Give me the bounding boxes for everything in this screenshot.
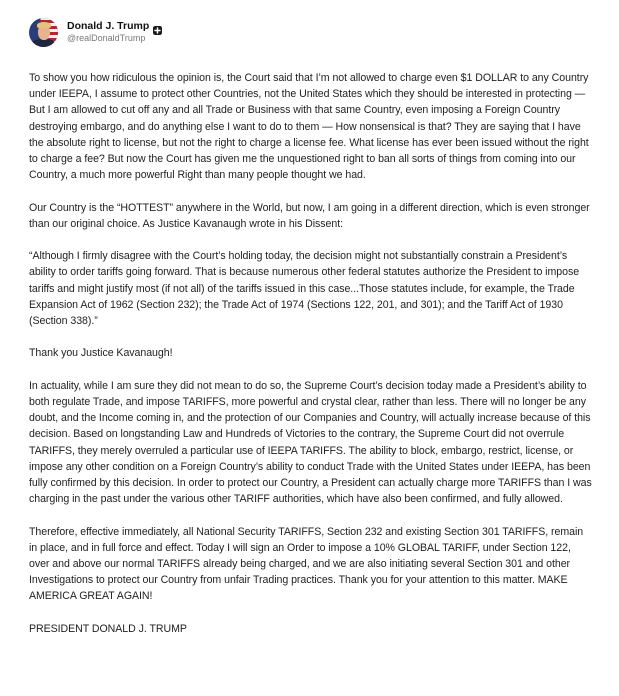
avatar-suit (32, 39, 55, 47)
post-signature: PRESIDENT DONALD J. TRUMP (29, 622, 187, 635)
post-paragraph: Our Country is the “HOTTEST” anywhere in the World, but now, I am going in a different direction, which is even stronger than our original choice. As Justice Kavanaugh wrote in his Dissent: (29, 201, 590, 230)
avatar[interactable] (29, 18, 58, 47)
post-paragraph: To show you how ridiculous the opinion is, the Court said that I’m not allowed to charge even $1 DOLLAR to any Country under IEEPA, I assume to protect other Countries, not the United States which they should be interested in protecting — But I am allowed to cut off any and all Trade or Business with that same Country, even imposing a Foreign Country destroying embargo, and do anything else I want to do to them — How nonsensical is that? They are saying that I have the absolute right to license, but not the right to charge a license fee. What license has ever been issued without the right to charge a fee? But now the Court has given me the unquestioned right to ban all sorts of things from coming into our Country, a much more powerful Right than many people thought we had. (29, 72, 589, 182)
post-paragraph: In actuality, while I am sure they did not mean to do so, the Supreme Court’s decision today made a President’s ability to both regulate Trade, and impose TARIFFS, more powerful and crystal clear, rather than less. There will no longer be any doubt, and the Income coming in, and the protection of our Companies and Country, will actually increase because of this decision. Based on longstanding Law and Hundreds of Victories to the contrary, the Supreme Court did not overrule TARIFFS, they merely overruled a particular use of IEEPA TARIFFS. The ability to block, embargo, restrict, license, or impose any other condition on a Foreign Country’s ability to conduct Trade with the United States under IEEPA, has been fully confirmed by this decision. In order to protect our Country, a President can actually charge more TARIFFS than I was charging in the past under the various other TARIFF authorities, which have also been confirmed, and fully allowed. (29, 379, 592, 506)
post-paragraph-quote: “Although I firmly disagree with the Court’s holding today, the decision might not substantially constrain a President’s ability to order tariffs going forward. That is because numerous other federal statutes authorize the President to impose tariffs and might justify most (if not all) of the tariffs issued in this case...Those statutes include, for example, the Trade Expansion Act of 1962 (Section 232); the Trade Act of 1974 (Sections 122, 201, and 301); and the Tariff Act of 1930 (Section 338).” (29, 250, 580, 328)
author-handle[interactable]: @realDonaldTrump (67, 33, 146, 44)
author-display-name[interactable]: Donald J. Trump (67, 20, 150, 33)
verified-badge-icon (153, 22, 162, 31)
post-paragraph: Therefore, effective immediately, all National Security TARIFFS, Section 232 and existing Section 301 TARIFFS, remain in place, and in full force and effect. Today I will sign an Order to impose a 10% GLOBAL TARIFF, under Section 122, over and above our normal TARIFFS already being charged, and we are also initiating several Section 301 and other Investigations to protect our Country from unfair Trading practices. Thank you for your attention to this matter. MAKE AMERICA GREAT AGAIN! (29, 525, 584, 603)
post-header (29, 14, 603, 50)
author-block (67, 20, 162, 43)
author-name-row (67, 20, 162, 32)
avatar-hair (37, 22, 51, 28)
post-paragraph: Thank you Justice Kavanaugh! (29, 347, 173, 360)
post-body (29, 70, 594, 637)
